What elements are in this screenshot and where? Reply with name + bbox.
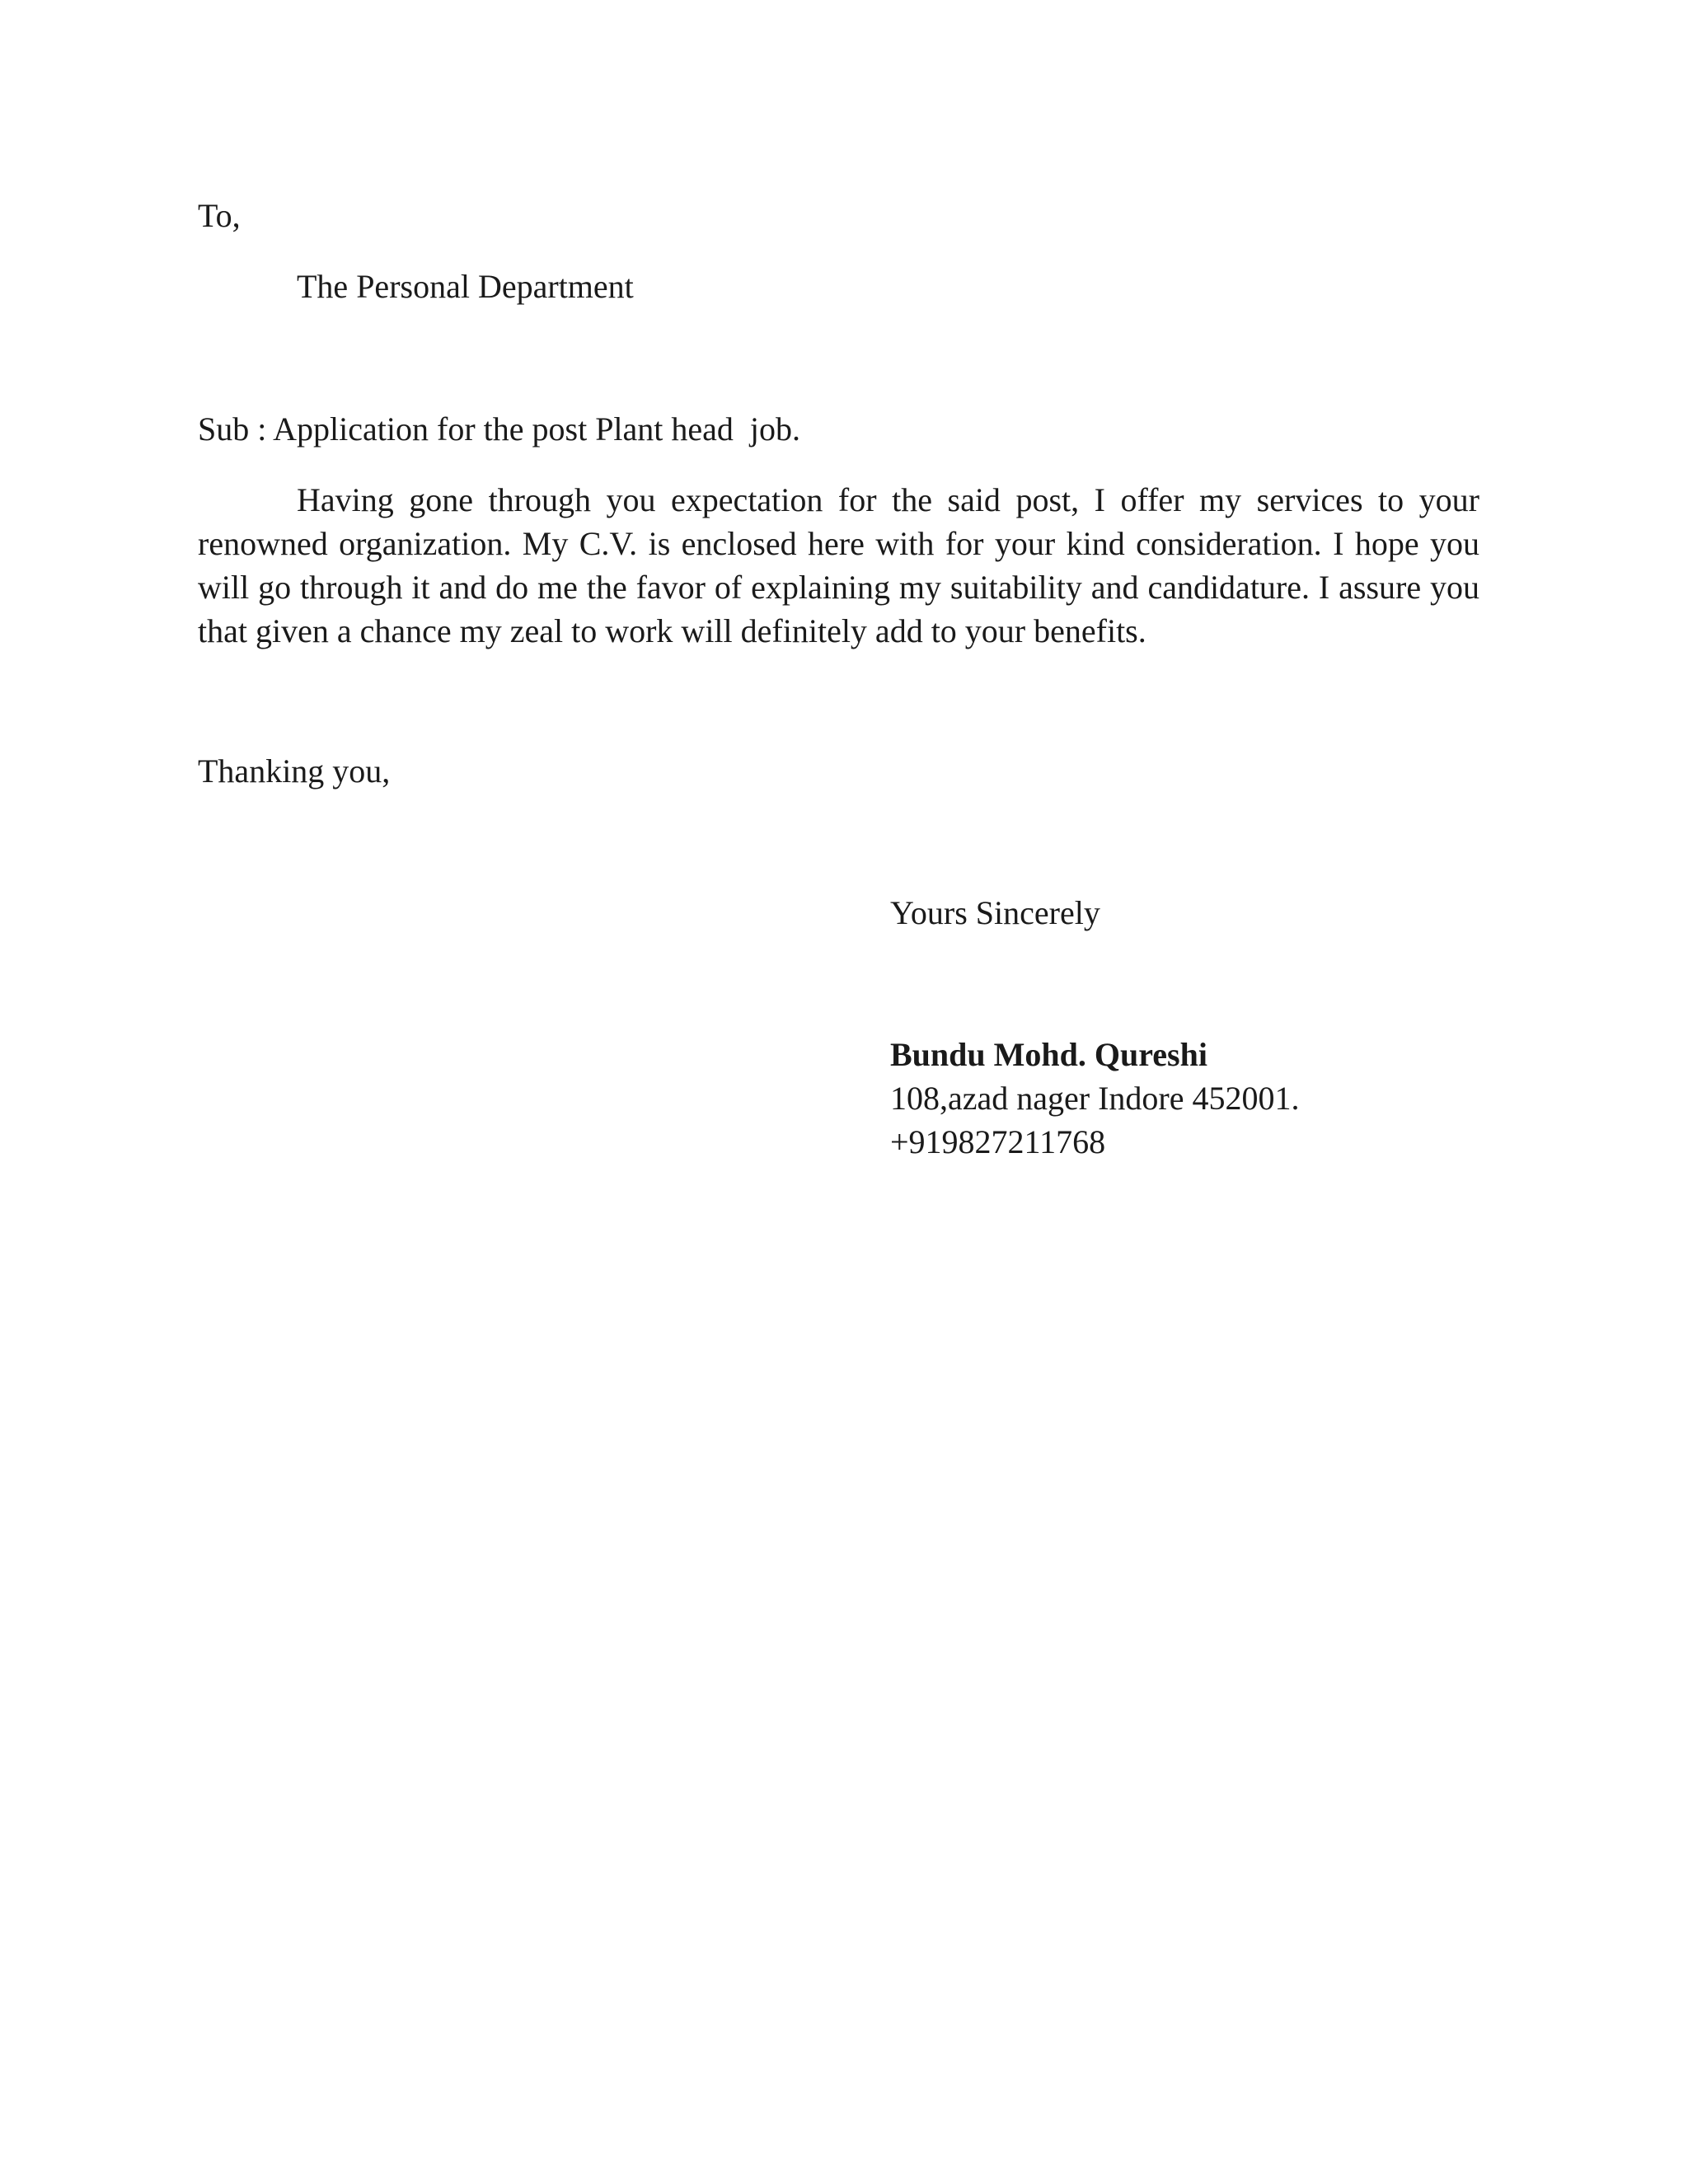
- closing-line: Yours Sincerely: [890, 894, 1100, 931]
- salutation: To,: [198, 197, 241, 234]
- letter-body: Having gone through you expectation for the said post, I offer my services to your renowned organization. My C.V. is enclosed here with for your kind consideration. I hope you will go through it and do me the favor of explaining my suitability and candidature. I assure you that given a chance my zeal to work will definitely add to your benefits.: [198, 481, 1479, 649]
- sender-phone: +919827211768: [890, 1123, 1106, 1160]
- thanks-line: Thanking you,: [198, 752, 391, 790]
- signature-block: [890, 1033, 1299, 1164]
- recipient-department: The Personal Department: [297, 268, 634, 305]
- sender-address: 108,azad nager Indore 452001.: [890, 1080, 1300, 1117]
- subject-line: Sub : Application for the post Plant head job.: [198, 410, 801, 448]
- sender-name: Bundu Mohd. Qureshi: [890, 1036, 1207, 1073]
